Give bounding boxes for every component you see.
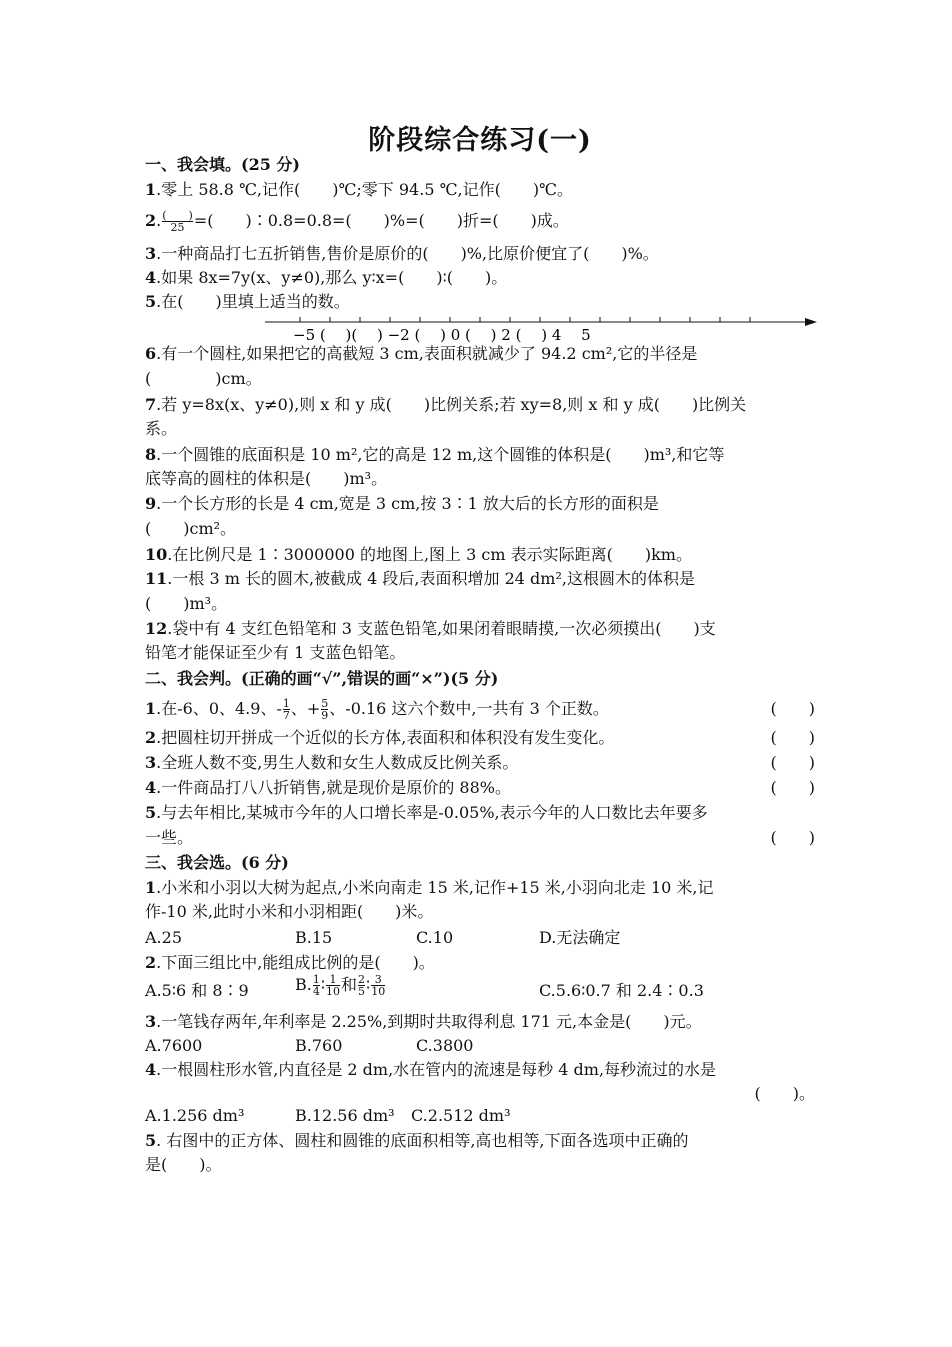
option-b[interactable]: B. $\frac{1}{4}$ ∶ $\frac{1}{10}$ 和 $\frac{2}{5}$ ∶ $\frac{3}{10}$: [295, 973, 386, 998]
section-fill-heading: 一、我会填。(25 分): [145, 155, 300, 174]
fill-q1: 1.零上 58.8 ℃,记作( )℃;零下 94.5 ℃,记作( )℃。: [145, 180, 573, 199]
answer-paren[interactable]: ( ): [770, 753, 815, 772]
judge-q5-cont: 一些。 ( ): [145, 828, 815, 847]
fill-q12: 12.袋中有 4 支红色铅笔和 3 支蓝色铅笔,如果闭着眼睛摸,一次必须摸出( )支: [145, 619, 716, 638]
judge-q1: 1.在-6、0、4.9、- $\frac{1}{7}$ 、+ $\frac{5}{9}$ 、-0.16 这六个数中,一共有 3 个正数。 ( ): [145, 697, 815, 722]
choose-q1: 1.小米和小羽以大树为起点,小米向南走 15 米,记作+15 米,小羽向北走 10 米,记: [145, 878, 714, 897]
page-title: 阶段综合练习(一): [368, 125, 592, 156]
answer-paren[interactable]: ( ): [770, 699, 815, 718]
judge-q2: 2.把圆柱切开拼成一个近似的长方体,表面积和体积没有发生变化。 ( ): [145, 728, 815, 747]
number-line: [265, 312, 825, 346]
fill-q9-cont: ( )cm²。: [145, 519, 237, 538]
judge-q4: 4.一件商品打八八折销售,就是现价是原价的 88%。 ( ): [145, 778, 815, 797]
fraction: $\frac{( )}{25}$: [162, 209, 193, 234]
judge-q3: 3.全班人数不变,男生人数和女生人数成反比例关系。 ( ): [145, 753, 815, 772]
option-c[interactable]: C.10: [416, 928, 454, 947]
choose-q4: 4.一根圆柱形水管,内直径是 2 dm,水在管内的流速是每秒 4 dm,每秒流过的水是: [145, 1060, 717, 1079]
choose-q5: 5. 右图中的正方体、圆柱和圆锥的底面积相等,高也相等,下面各选项中正确的: [145, 1131, 689, 1150]
option-c[interactable]: C.3800: [416, 1036, 474, 1055]
judge-q5: 5.与去年相比,某城市今年的人口增长率是-0.05%,表示今年的人口数比去年要多: [145, 803, 708, 822]
option-c[interactable]: C.2.512 dm³: [411, 1106, 511, 1125]
fill-q7-cont: 系。: [145, 419, 178, 438]
choose-q1-cont: 作-10 米,此时小米和小羽相距( )米。: [145, 902, 434, 921]
fill-q12-cont: 铅笔才能保证至少有 1 支蓝色铅笔。: [145, 643, 406, 662]
option-b[interactable]: B.12.56 dm³: [295, 1106, 395, 1125]
answer-paren[interactable]: ( ): [770, 828, 815, 847]
option-a[interactable]: A.5∶6 和 8∶9: [145, 981, 249, 1000]
choose-q5-cont: 是( )。: [145, 1155, 222, 1174]
fill-q4: 4.如果 8x=7y(x、y≠0),那么 y∶x=( )∶( )。: [145, 268, 508, 287]
answer-paren[interactable]: ( ): [770, 778, 815, 797]
section-judge-heading: 二、我会判。(正确的画“√”,错误的画“×”)(5 分): [145, 669, 499, 688]
option-d[interactable]: D.无法确定: [539, 928, 621, 947]
fill-q9: 9.一个长方形的长是 4 cm,宽是 3 cm,按 3∶1 放大后的长方形的面积是: [145, 494, 659, 513]
fill-q8-cont: 底等高的圆柱的体积是( )m³。: [145, 469, 388, 488]
fill-q11-cont: ( )m³。: [145, 594, 228, 613]
option-a[interactable]: A.25: [145, 928, 182, 947]
choose-q2-options: [145, 973, 815, 1010]
option-c[interactable]: C.5.6∶0.7 和 2.4∶0.3: [539, 981, 704, 1000]
fill-q10: 10.在比例尺是 1∶3000000 的地图上,图上 3 cm 表示实际距离( )km。: [145, 545, 692, 564]
answer-paren[interactable]: ( ): [770, 728, 815, 747]
fill-q3: 3.一种商品打七五折销售,售价是原价的( )%,比原价便宜了( )%。: [145, 244, 659, 263]
number-line-labels: −5 ( )( ) −2 ( ) 0 ( ) 2 ( ) 4 5: [293, 326, 591, 344]
fill-q6-cont: ( )cm。: [145, 369, 262, 388]
fill-q7: 7.若 y=8x(x、y≠0),则 x 和 y 成( )比例关系;若 xy=8,则 x 和 y 成( )比例关: [145, 395, 747, 414]
fill-q2: 2. $\frac{( )}{25}$ =( )∶0.8=0.8=( )%=( )折=( )成。: [145, 209, 569, 234]
fill-q5: 5.在( )里填上适当的数。: [145, 292, 350, 311]
choose-q3: 3.一笔钱存两年,年利率是 2.25%,到期时共取得利息 171 元,本金是( )元。: [145, 1012, 702, 1031]
choose-q2: 2.下面三组比中,能组成比例的是( )。: [145, 953, 435, 972]
option-a[interactable]: A.1.256 dm³: [145, 1106, 245, 1125]
fill-q8: 8.一个圆锥的底面积是 10 m²,它的高是 12 m,这个圆锥的体积是( )m³,和它等: [145, 445, 725, 464]
option-a[interactable]: A.7600: [145, 1036, 203, 1055]
fill-q6: 6.有一个圆柱,如果把它的高截短 3 cm,表面积就减少了 94.2 cm²,它的半径是: [145, 344, 698, 363]
answer-paren[interactable]: ( )。: [754, 1084, 815, 1103]
section-choose-heading: 三、我会选。(6 分): [145, 853, 289, 872]
option-b[interactable]: B.760: [295, 1036, 343, 1055]
option-b[interactable]: B.15: [295, 928, 333, 947]
fill-q11: 11.一根 3 m 长的圆木,被截成 4 段后,表面积增加 24 dm²,这根圆木的体积是: [145, 569, 695, 588]
